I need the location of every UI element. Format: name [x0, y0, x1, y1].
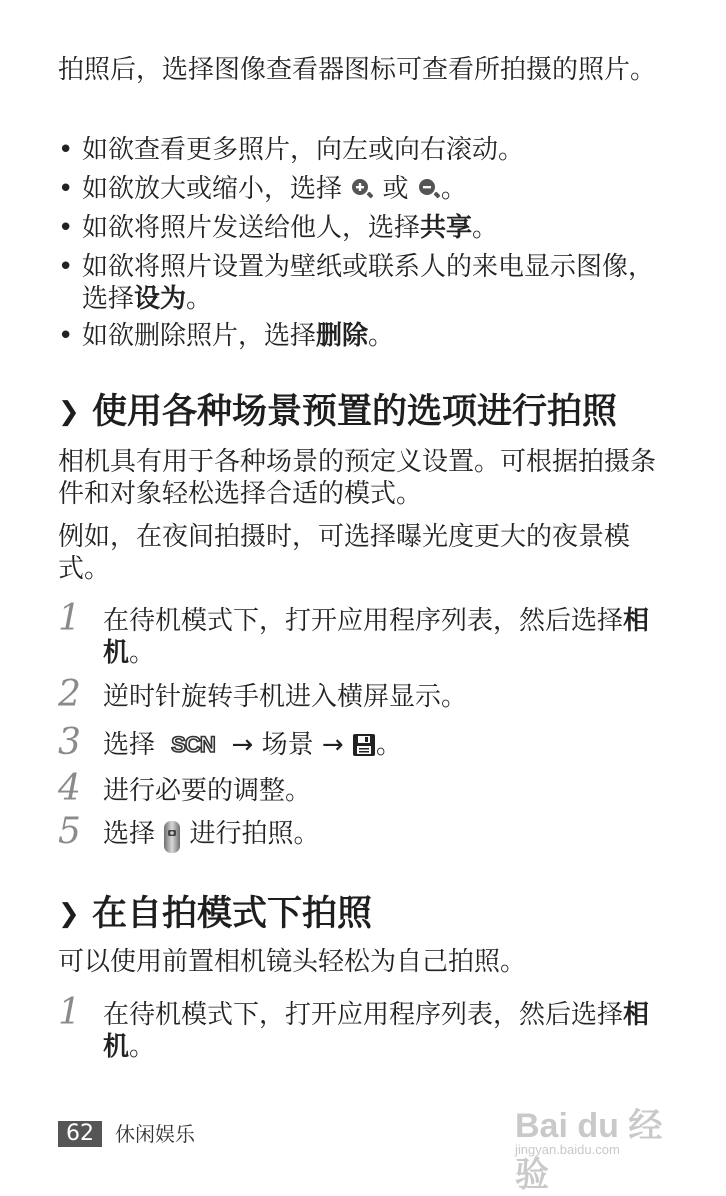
scene-mode-icon [163, 731, 223, 765]
shutter-icon [163, 820, 181, 854]
zoom-in-icon [350, 177, 374, 209]
share-label: 共享 [420, 213, 473, 243]
watermark-url: jingyan.baidu.com [515, 1142, 620, 1157]
step-number: 1 [58, 992, 81, 1033]
bullet-dot: • [58, 252, 74, 282]
step-number: 3 [58, 722, 81, 763]
bullet-dot: • [58, 174, 74, 204]
step-text: 逆时针旋转手机进入横屏显示。 [103, 682, 468, 712]
delete-label: 删除 [316, 321, 369, 351]
chevron-right-icon: ❯ [58, 899, 80, 929]
scn-icon-text: SCN [171, 732, 216, 757]
chapter-label: 休闲娱乐 [115, 1122, 195, 1146]
zoom-out-icon [417, 177, 441, 209]
page-number: 62 [58, 1121, 102, 1147]
section1-paragraph: 相机具有用于各种场景的预定义设置。可根据拍摄条件和对象轻松选择合适的模式。 [58, 447, 657, 509]
bullet-dot: • [58, 135, 74, 165]
bullet-text: 如欲放大或缩小，选择 [82, 174, 343, 204]
step-number: 2 [58, 674, 81, 715]
step-number: 4 [58, 768, 81, 809]
section2-paragraph: 可以使用前置相机镜头轻松为自己拍照。 [58, 947, 527, 977]
bullet-dot: • [58, 321, 74, 351]
step-text: 进行必要的调整。 [103, 776, 312, 806]
bullet-text-or: 或 [382, 174, 409, 204]
manual-page: 拍照后，选择图像查看器图标可查看所拍摄的照片。 • 如欲查看更多照片，向左或向右滚动。 • 如欲放大或缩小，选择 或 。 • 如欲将照片发送给他人，选择共享。 • 如欲将照片设置为壁纸或联系人的来电显示图像，选择设为。 • 如欲删除照片，选择删除。 ❯ 使用各种场景预置的选项进行拍照 相机具有用于各种场景的预定义设置。可根据拍摄条件和对象轻松选择合适的模式。 例如，在夜间拍摄时，可选择曝光度更大的夜景模式。 1 在待机模式下，打开应用程序列表，然后选择相机。 2 逆时针旋转手机进入横屏显示。 3 选择 SCN → 场景 → 。 4 进行必要的调整。 5 选择 进行拍照。 ❯ 在自拍模式下拍照 可以使用前置相机镜头轻松为自己拍照。 1 在待机模式下，打开应用程序列表，然后选择相机。 62 休闲娱乐 Bai du 经验 jingyan.baidu.com [0, 0, 726, 1191]
step-number: 1 [58, 598, 81, 639]
section-heading-self-portrait: ❯ 在自拍模式下拍照 [58, 894, 373, 934]
camera-label: 相机 [103, 1000, 650, 1062]
set-as-label: 设为 [134, 284, 187, 314]
step-number: 5 [58, 811, 81, 852]
save-icon [352, 733, 376, 765]
section1-example-paragraph: 例如，在夜间拍摄时，可选择曝光度更大的夜景模式。 [58, 522, 631, 584]
watermark-main: Bai du 经验 [515, 1107, 663, 1194]
chevron-right-icon: ❯ [58, 397, 80, 427]
camera-label: 相机 [103, 606, 650, 668]
baidu-watermark [515, 1080, 695, 1194]
bullet-dot: • [58, 213, 74, 243]
bullet-text: 如欲查看更多照片，向左或向右滚动。 [82, 135, 525, 165]
intro-paragraph: 拍照后，选择图像查看器图标可查看所拍摄的照片。 [58, 55, 657, 85]
section-heading-scene-presets: ❯ 使用各种场景预置的选项进行拍照 [58, 392, 618, 432]
